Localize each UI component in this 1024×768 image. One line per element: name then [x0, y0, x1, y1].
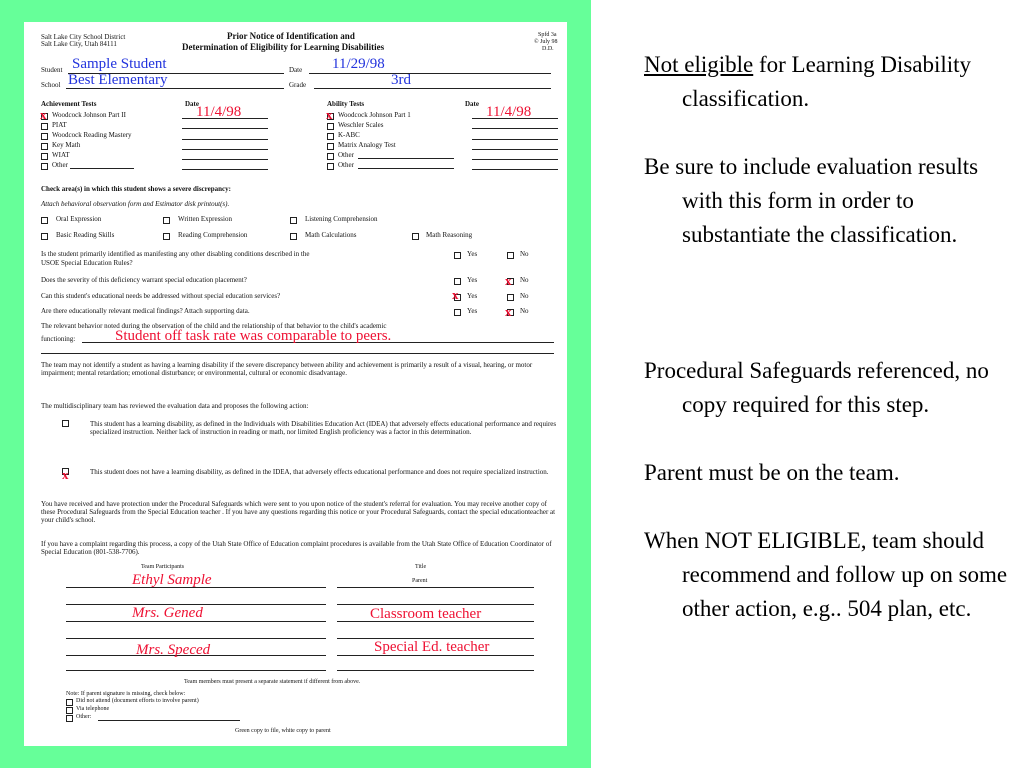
checkbox[interactable] — [41, 163, 48, 170]
district-city: Salt Lake City, Utah 84111 — [41, 40, 117, 48]
date-label: Date — [289, 66, 303, 74]
checkbox[interactable] — [66, 715, 73, 722]
area-label: Listening Comprehension — [305, 215, 378, 223]
checkbox[interactable] — [290, 233, 297, 240]
area-label: Written Expression — [178, 215, 232, 223]
form-title-line1: Prior Notice of Identification and — [227, 31, 355, 41]
team-may-not-text: The team may not identify a student as having a learning disability if the severe discrepancy between ability and achievement is primarily a result of a visual, hearing, or motor impairment; mental retardation; emotional disturbance; or environmental, cultural or economic disadvantage. — [41, 361, 533, 377]
note-parent-on-team: Parent must be on the team. — [644, 460, 900, 485]
behavior-label: functioning: — [41, 335, 76, 343]
participant-name: Mrs. Speced — [136, 642, 211, 658]
yes-label: Yes — [467, 292, 478, 300]
x-mark-achievement: x — [40, 107, 47, 122]
x-mark-not-eligible: x — [62, 467, 69, 482]
question-1: Is the student primarily identified as manifesting any other disabling conditions described in the — [41, 250, 310, 258]
note-not-eligible — [644, 48, 1016, 116]
district-name: Salt Lake City School District — [41, 33, 126, 41]
note-procedural-safeguards: Procedural Safeguards referenced, no copy required for this step. — [644, 358, 989, 417]
achievement-date-value: 11/4/98 — [196, 104, 242, 120]
test-label: Other — [338, 161, 354, 169]
signature-line — [66, 621, 326, 622]
checkbox[interactable] — [41, 153, 48, 160]
checkbox[interactable] — [290, 217, 297, 224]
safeguards-text: You have received and have protection under the Procedural Safeguards which were sent to you upon notice of the student's referral for evaluation. You may receive another copy of these Procedural Safeguards from the Special Education teacher . If you have any questions regarding this notice or your Procedural Safeguards, contact the special educationteacher at your child's school. — [41, 500, 556, 524]
behavior-line — [41, 353, 554, 354]
not-eligible-underlined: Not eligible — [644, 52, 754, 77]
checkbox[interactable] — [41, 143, 48, 150]
test-label: Woodcock Reading Mastery — [52, 131, 132, 139]
date-line — [472, 169, 558, 170]
note-include-results: Be sure to include evaluation results with this form in order to substantiate the classification. — [644, 154, 979, 247]
no-label: No — [520, 307, 529, 315]
checkbox[interactable] — [327, 133, 334, 140]
achievement-date-header: Date — [185, 100, 199, 108]
note-option: Other: — [76, 714, 92, 720]
question-3: Can this student's educational needs be addressed without special education services? — [41, 292, 281, 300]
date-line — [472, 139, 558, 140]
date-line — [472, 149, 558, 150]
student-label: Student — [41, 66, 63, 74]
date-line — [472, 159, 558, 160]
grade-label: Grade — [289, 81, 307, 89]
test-label: Weschler Scales — [338, 121, 384, 129]
title-column-label: Title — [415, 564, 427, 570]
checkbox[interactable] — [163, 233, 170, 240]
test-label: PIAT — [52, 121, 67, 129]
form-title-line2: Determination of Eligibility for Learning Disabilities — [182, 42, 385, 52]
form-date: © July 98 — [534, 39, 558, 45]
question-4: Are there educationally relevant medical findings? Attach supporting data. — [41, 307, 250, 315]
complaint-text: If you have a complaint regarding this process, a copy of the Utah State Office of Education complaint procedures is available from the Utah State Office of Education Coordinator of Special Education (801-538-7706). — [41, 540, 552, 556]
test-label: K-ABC — [338, 131, 360, 139]
school-line — [66, 88, 284, 89]
school-label: School — [41, 81, 61, 89]
yes-label: Yes — [467, 250, 478, 258]
test-label: Other — [52, 161, 68, 169]
parent-title: Parent — [412, 578, 428, 584]
date-line — [182, 169, 268, 170]
checkbox[interactable] — [412, 233, 419, 240]
ability-date-header: Date — [465, 100, 479, 108]
ability-header: Ability Tests — [327, 100, 365, 108]
achievement-header: Achievement Tests — [41, 100, 97, 108]
test-label: WIAT — [52, 151, 70, 159]
team-reviewed-text: The multidisciplinary team has reviewed the evaluation data and proposes the following action: — [41, 402, 309, 410]
date-line — [182, 128, 268, 129]
discrepancy-heading: Check area(s) in which this student shows a severe discrepancy: — [41, 185, 231, 193]
checkbox[interactable] — [41, 233, 48, 240]
checkbox[interactable] — [327, 163, 334, 170]
yes-checkbox[interactable] — [454, 278, 461, 285]
yes-checkbox[interactable] — [454, 309, 461, 316]
title-line — [337, 604, 534, 605]
behavior-line1: The relevant behavior noted during the observation of the child and the relationship of that behavior to the child's academic — [41, 322, 387, 330]
participant-title: Classroom teacher — [370, 606, 482, 622]
grade-value: 3rd — [391, 72, 411, 88]
other-line — [358, 158, 454, 159]
checkbox[interactable] — [41, 133, 48, 140]
checkbox[interactable] — [66, 699, 73, 706]
question-2: Does the severity of this deficiency warrant special education placement? — [41, 276, 247, 284]
yes-checkbox[interactable] — [454, 252, 461, 259]
x-mark-q2-no: x — [505, 273, 512, 288]
no-label: No — [520, 250, 529, 258]
date-line — [182, 159, 268, 160]
area-label: Basic Reading Skills — [56, 231, 115, 239]
participant-name: Ethyl Sample — [132, 572, 212, 588]
parent-note: Note: If parent signature is missing, check below: — [66, 691, 186, 697]
team-participants-label: Team Participants — [141, 564, 185, 570]
checkbox[interactable] — [327, 153, 334, 160]
checkbox[interactable] — [41, 217, 48, 224]
option2-text: This student does not have a learning disability, as defined in the IDEA, that adversely effects educational performance and does not require specialized instruction. — [90, 468, 549, 476]
form-code: Spfd 3a — [538, 32, 557, 38]
checkbox[interactable] — [66, 707, 73, 714]
checkbox[interactable] — [327, 123, 334, 130]
test-label: Other — [338, 151, 354, 159]
yes-label: Yes — [467, 307, 478, 315]
checkbox[interactable] — [41, 123, 48, 130]
date-line — [182, 139, 268, 140]
form-dd: D.D. — [542, 46, 554, 52]
date-line — [182, 149, 268, 150]
participant-title: Special Ed. teacher — [374, 639, 490, 655]
option1-checkbox[interactable] — [62, 420, 69, 427]
checkbox[interactable] — [327, 143, 334, 150]
other-line — [358, 168, 454, 169]
note-text: for Learning Disability classification. — [682, 52, 972, 111]
scanned-form — [24, 22, 567, 746]
test-label: Key Math — [52, 141, 81, 149]
x-mark-ability: x — [326, 107, 333, 122]
date-line — [472, 128, 558, 129]
form-footer: Green copy to file, white copy to parent — [235, 728, 331, 734]
title-line — [337, 670, 534, 671]
explanation-notes — [644, 48, 1016, 626]
separate-statement: Team members must present a separate statement if different from above. — [184, 679, 361, 685]
test-label: Matrix Analogy Test — [338, 141, 396, 149]
checkbox[interactable] — [163, 217, 170, 224]
note-not-eligible-action: When NOT ELIGIBLE, team should recommend and follow up on some other action, e.g.. 504 plan, etc. — [644, 528, 1008, 621]
discrepancy-attach: Attach behavioral observation form and Estimator disk printout(s). — [41, 200, 230, 208]
test-label: Woodcock Johnson Part II — [52, 111, 126, 119]
area-label: Reading Comprehension — [178, 231, 248, 239]
no-checkbox[interactable] — [507, 252, 514, 259]
behavior-value: Student off task rate was comparable to peers. — [115, 328, 392, 344]
question-1b: USOE Special Education Rules? — [41, 259, 133, 267]
option1-text: This student has a learning disability, as defined in the Individuals with Disabilities Education Act (IDEA) that adversely effects educational performance and requires specialized instruction. Neither lack of instruction in reading or math, nor limited English proficiency was a factor in this determination. — [90, 420, 557, 436]
title-line — [337, 587, 534, 588]
test-label: Woodcock Johnson Part 1 — [338, 111, 411, 119]
ability-date-value: 11/4/98 — [486, 104, 532, 120]
participant-name: Mrs. Gened — [132, 605, 203, 621]
no-checkbox[interactable] — [507, 294, 514, 301]
area-label: Math Reasoning — [426, 231, 473, 239]
x-mark-q4-no: x — [505, 304, 512, 319]
x-mark-q3-yes: x — [452, 287, 459, 302]
no-label: No — [520, 292, 529, 300]
student-value: Sample Student — [72, 56, 167, 72]
note-option: Via telephone — [76, 706, 110, 712]
school-value: Best Elementary — [68, 72, 168, 88]
area-label: Math Calculations — [305, 231, 357, 239]
area-label: Oral Expression — [56, 215, 102, 223]
other-line — [70, 168, 134, 169]
grade-line — [314, 88, 551, 89]
date-value: 11/29/98 — [332, 56, 385, 72]
date-line — [309, 73, 551, 74]
title-line — [337, 655, 534, 656]
other-line — [98, 720, 240, 721]
signature-line — [66, 638, 326, 639]
signature-line — [66, 670, 326, 671]
yes-label: Yes — [467, 276, 478, 284]
no-label: No — [520, 276, 529, 284]
note-option: Did not attend (document efforts to involve parent) — [76, 698, 199, 704]
